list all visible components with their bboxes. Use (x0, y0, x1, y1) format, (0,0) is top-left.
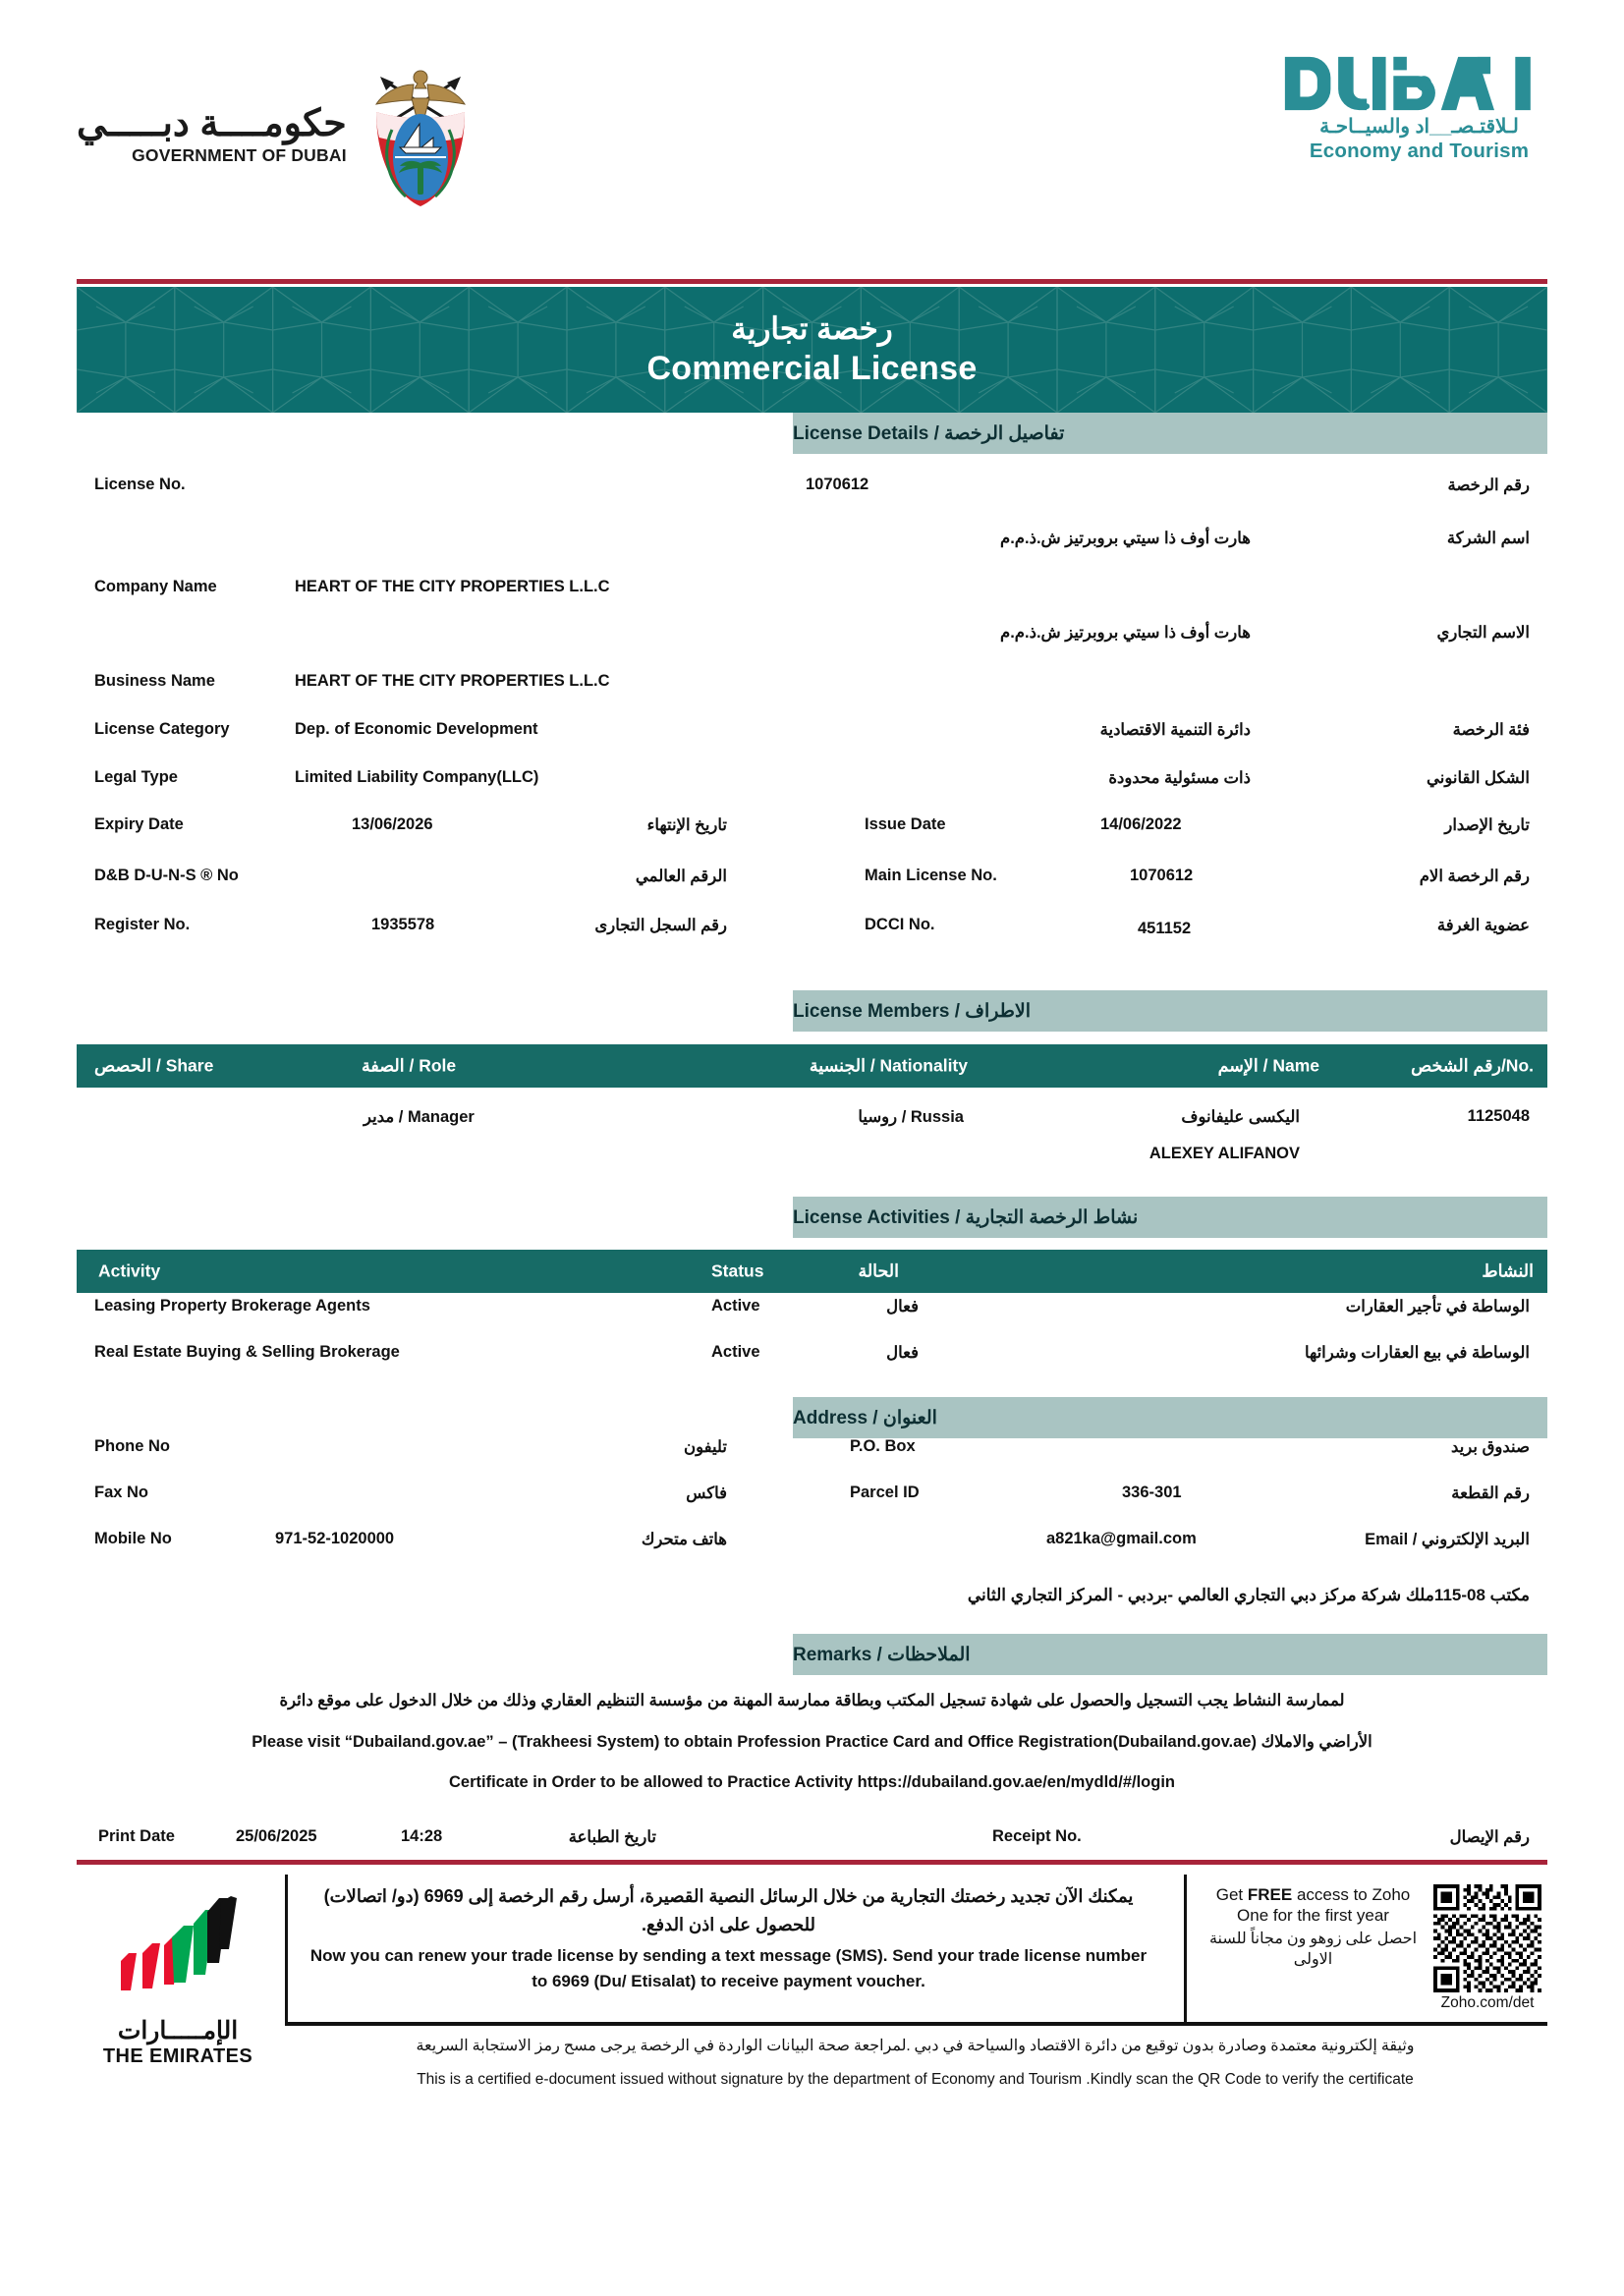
value-expiry-date: 13/06/2026 (352, 815, 433, 833)
section-header-remarks (793, 1634, 1547, 1675)
activities-col-status-en: Status (711, 1260, 764, 1281)
value-email: a821ka@gmail.com (1046, 1530, 1197, 1547)
label-license-category-en: License Category (94, 720, 230, 738)
section-header-license-activities (793, 1197, 1547, 1238)
value-license-category-en: Dep. of Economic Development (295, 720, 538, 738)
zoho-promo-panel (1184, 1875, 1547, 2024)
label-register-no-en: Register No. (94, 916, 191, 933)
label-business-name-en: Business Name (94, 672, 215, 690)
members-table-header-row (77, 1044, 1547, 1088)
label-duns-en: D&B D-U-N-S ® No (94, 867, 239, 884)
mid-red-rule (77, 1860, 1547, 1865)
section-header-remarks-label: الملاحظات / Remarks (793, 1644, 971, 1665)
label-phone-no-ar: تليفون (683, 1438, 727, 1456)
value-parcel-id: 336-301 (1122, 1484, 1182, 1501)
government-of-dubai-logo (77, 61, 478, 208)
value-license-category-ar: دائرة التنمية الاقتصادية (1099, 721, 1251, 739)
members-col-share: الحصص / Share (94, 1055, 214, 1076)
label-receipt-no-ar: رقم الإيصال (1449, 1828, 1530, 1846)
value-license-no: 1070612 (806, 476, 869, 493)
certification-note-english: This is a certified e-document issued without signature by the department of Economy and Tourism .Kindly scan the QR Code to verify the certificate (417, 2071, 1414, 2088)
value-main-license: 1070612 (1130, 867, 1194, 884)
label-main-license-ar: رقم الرخصة الام (1419, 868, 1530, 885)
activities-col-status-ar: الحالة (858, 1260, 899, 1281)
label-issue-date-ar: تاريخ الإصدار (1444, 816, 1530, 834)
value-mobile-no: 971-52-1020000 (275, 1530, 395, 1547)
activity-2-name-en: Real Estate Buying & Selling Brokerage (94, 1343, 400, 1361)
value-company-name-en: HEART OF THE CITY PROPERTIES L.L.C (295, 578, 610, 595)
label-issue-date-en: Issue Date (865, 815, 946, 833)
activity-1-name-en: Leasing Property Brokerage Agents (94, 1297, 370, 1315)
label-company-name-en: Company Name (94, 578, 217, 595)
title-banner (77, 287, 1547, 413)
member-name-ar: اليكسى عليفانوف (1181, 1108, 1300, 1126)
activity-1-status-ar: فعال (886, 1298, 919, 1316)
top-red-rule (77, 279, 1547, 284)
label-dcci-ar: عضوية الغرفة (1436, 917, 1530, 934)
label-fax-no-ar: فاكس (686, 1484, 727, 1502)
activity-2-status-ar: فعال (886, 1344, 919, 1362)
label-phone-no-en: Phone No (94, 1437, 170, 1455)
members-col-nationality: الجنسية / Nationality (809, 1055, 968, 1076)
label-fax-no-en: Fax No (94, 1484, 149, 1501)
dubai-economy-tourism-logo (1281, 51, 1557, 163)
label-mobile-no-en: Mobile No (94, 1530, 172, 1547)
value-company-name-ar: هارت أوف ذا سيتي بروبرتيز ش.ذ.م.م (1000, 530, 1251, 547)
label-main-license-en: Main License No. (865, 867, 997, 884)
value-business-name-en: HEART OF THE CITY PROPERTIES L.L.C (295, 672, 610, 690)
det-english-label: Economy and Tourism (1309, 140, 1530, 162)
label-expiry-date-ar: تاريخ الإنتهاء (646, 816, 727, 834)
qr-caption: Zoho.com/det (1440, 1994, 1535, 2011)
label-company-name-ar: اسم الشركة (1446, 530, 1530, 547)
activities-col-activity-ar: النشاط (1482, 1260, 1534, 1281)
activity-2-status-en: Active (711, 1343, 760, 1361)
activity-1-name-ar: الوساطة في تأجير العقارات (1345, 1298, 1530, 1316)
value-business-name-ar: هارت أوف ذا سيتي بروبرتيز ش.ذ.م.م (1000, 624, 1251, 642)
value-legal-type-ar: ذات مسئولية محدودة (1108, 769, 1251, 787)
zoho-promo-english: Get FREE access to Zoho One for the first year (1215, 1885, 1411, 1926)
label-parcel-id-en: Parcel ID (850, 1484, 920, 1501)
label-mobile-no-ar: هاتف متحرك (641, 1531, 727, 1548)
members-col-name: الإسم / Name (1217, 1055, 1319, 1076)
label-license-no-en: License No. (94, 476, 186, 493)
qr-code-icon[interactable] (1433, 1884, 1541, 1992)
label-register-no-ar: رقم السجل التجارى (594, 917, 727, 934)
document-header (0, 0, 1624, 267)
label-pobox-ar: صندوق بريد (1451, 1438, 1530, 1456)
label-legal-type-ar: الشكل القانوني (1427, 769, 1530, 787)
label-business-name-ar: الاسم التجاري (1436, 624, 1530, 642)
value-full-address: مكتب 08-115ملك شركة مركز دبي التجاري العالمي -بردبي - المركز التجاري الثاني (967, 1586, 1530, 1604)
uae-emirates-logo (84, 1894, 271, 2068)
label-print-date-en: Print Date (98, 1827, 175, 1845)
label-legal-type-en: Legal Type (94, 768, 178, 786)
uae-arabic-label: الإمـــــارات (117, 2017, 239, 2044)
section-header-address-label: العنوان / Address (793, 1407, 937, 1428)
sms-renewal-english: Now you can renew your trade license by sending a text message (SMS). Send your trade license number to 6969 (Du/ Etisalat) to receive payment voucher. (309, 1945, 1148, 1990)
sms-renewal-panel (285, 1875, 1169, 2024)
label-parcel-id-ar: رقم القطعة (1451, 1484, 1530, 1502)
activity-2-name-ar: الوساطة في بيع العقارات وشرائها (1304, 1344, 1530, 1362)
uae-english-label: THE EMIRATES (102, 2045, 253, 2067)
section-header-license-details (793, 413, 1547, 454)
label-duns-ar: الرقم العالمي (635, 868, 727, 885)
label-license-category-ar: فئة الرخصة (1452, 721, 1530, 739)
value-print-time: 14:28 (401, 1827, 443, 1845)
label-print-date-ar: تاريخ الطباعة (568, 1828, 656, 1846)
label-license-no-ar: رقم الرخصة (1447, 476, 1530, 494)
section-header-license-details-label: تفاصيل الرخصة / License Details (793, 422, 1065, 444)
sms-renewal-arabic: يمكنك الآن تجديد رخصتك التجارية من خلال الرسائل النصية القصيرة، أرسل رقم الرخصة إلى 6969 (دو/ اتصالات) للحصول على اذن الدفع. (323, 1886, 1134, 1934)
banner-title-arabic: رخصة تجارية (731, 310, 893, 346)
certification-note-arabic: وثيقة إلكترونية معتمدة وصادرة بدون توقيع من دائرة الاقتصاد والسياحة في دبي .لمراجعة صحة البيانات الواردة في الرخصة يرجى مسح رمز الاستجابة السريعة (416, 2038, 1415, 2054)
uae-flag-strokes-icon (115, 1894, 241, 2007)
government-of-dubai-english: GOVERNMENT OF DUBAI (132, 144, 347, 165)
section-header-address (793, 1397, 1547, 1438)
footer-black-rule (285, 2022, 1547, 2026)
value-issue-date: 14/06/2022 (1100, 815, 1182, 833)
activity-1-status-en: Active (711, 1297, 760, 1315)
section-header-license-activities-label: نشاط الرخصة التجارية / License Activities (793, 1206, 1139, 1228)
member-nationality: روسيا / Russia (858, 1108, 964, 1126)
activities-col-activity-en: Activity (98, 1260, 161, 1281)
section-header-license-members-label: الاطراف / License Members (793, 1000, 1031, 1022)
label-receipt-no-en: Receipt No. (992, 1827, 1082, 1845)
zoho-qr-block[interactable] (1433, 1884, 1541, 2012)
banner-title-english: Commercial License (646, 350, 978, 388)
members-col-role: الصفة / Role (362, 1055, 457, 1076)
member-person-no: 1125048 (1467, 1107, 1530, 1125)
label-expiry-date-en: Expiry Date (94, 815, 184, 833)
label-dcci-en: DCCI No. (865, 916, 935, 933)
remarks-line-1: لممارسة النشاط يجب التسجيل والحصول على شهادة تسجيل المكتب وبطاقة ممارسة المهنة من مؤسسة التنظيم العقاري وذلك من خلال الدخول على موقع دائرة (279, 1692, 1345, 1709)
section-header-license-members (793, 990, 1547, 1032)
label-email: البريد الإلكتروني / Email (1365, 1531, 1530, 1548)
remarks-line-2: الأراضي والاملاك (Dubailand.gov.ae)Please visit “Dubailand.gov.ae” – (Trakheesi System) to obtain Profession Practice Card and Office Registration (252, 1733, 1372, 1751)
member-role: مدير / Manager (364, 1108, 475, 1126)
dubai-wordmark-icon (1281, 51, 1557, 112)
value-register-no: 1935578 (371, 916, 435, 933)
members-col-person-no: رقم الشخص/No. (1411, 1055, 1534, 1076)
value-legal-type-en: Limited Liability Company(LLC) (295, 768, 539, 786)
det-arabic-label: لـلاقتـصـ__اد والسيــاحـة (1319, 116, 1519, 138)
remarks-line-3: Certificate in Order to be allowed to Practice Activity https://dubailand.gov.ae/en/mydld/#/login (449, 1773, 1175, 1791)
member-name-en: ALEXEY ALIFANOV (1148, 1145, 1300, 1162)
zoho-promo-arabic: احصل على زوهو ون مجاناً للسنة الاولى (1208, 1930, 1418, 1969)
activities-table-header-row (77, 1250, 1547, 1293)
label-pobox-en: P.O. Box (850, 1437, 916, 1455)
value-dcci: 451152 (1138, 920, 1192, 937)
dubai-emblem-icon (363, 61, 478, 208)
government-of-dubai-arabic: حكومــــة دبـــــي (77, 102, 347, 144)
value-print-date: 25/06/2025 (236, 1827, 317, 1845)
